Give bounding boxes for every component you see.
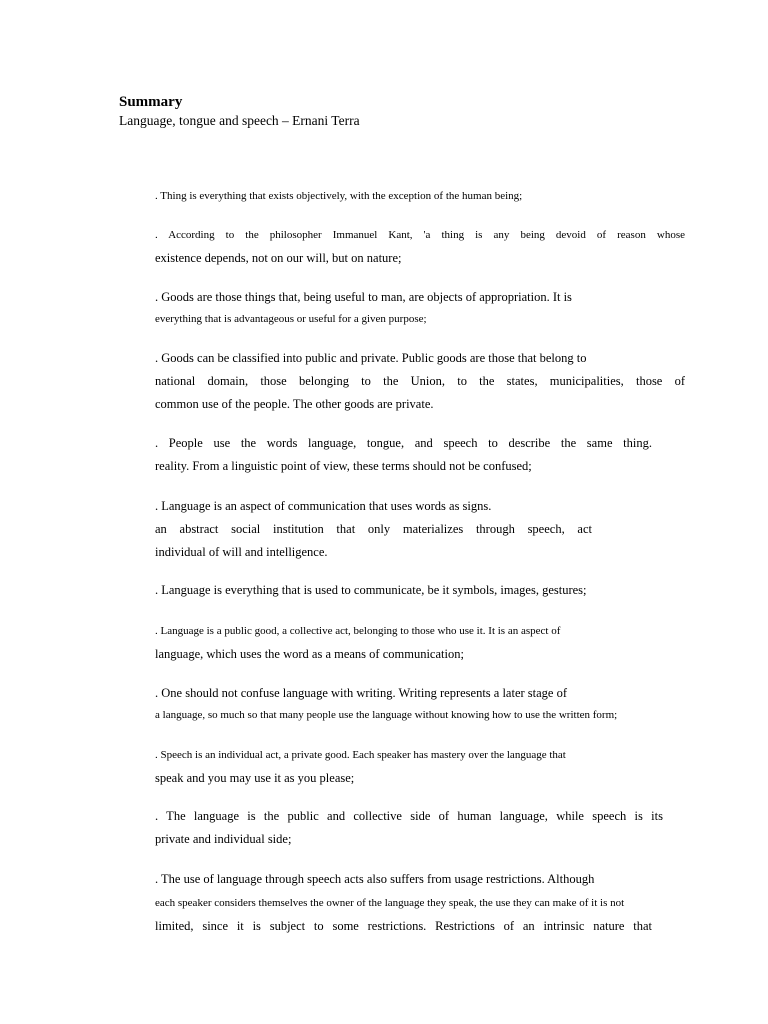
paragraph-line: national domain, those belonging to the Union, to the states, municipalities, those of — [155, 374, 685, 388]
paragraph-11 — [155, 805, 685, 851]
paragraph-6 — [155, 495, 685, 564]
paragraph-line: language, which uses the word as a means of communication; — [155, 647, 464, 661]
paragraph-line: a language, so much so that many people use the language without knowing how to use the written form; — [155, 709, 618, 721]
paragraph-9 — [155, 682, 685, 725]
paragraph-line: private and individual side; — [155, 832, 292, 846]
paragraph-line: . Goods are those things that, being useful to man, are objects of appropriation. It is — [155, 290, 572, 304]
paragraph-3 — [155, 286, 685, 329]
paragraph-line: . According to the philosopher Immanuel Kant, 'a thing is any being devoid of reason whose — [155, 229, 685, 241]
paragraph-line: . People use the words language, tongue, and speech to describe the same thing. — [155, 436, 652, 450]
paragraph-line: . Thing is everything that exists objectively, with the exception of the human being; — [155, 190, 523, 202]
paragraph-line: . Language is a public good, a collective act, belonging to those who use it. It is an aspect of — [155, 625, 561, 637]
paragraph-line: everything that is advantageous or useful for a given purpose; — [155, 313, 427, 325]
paragraph-1 — [155, 185, 685, 208]
paragraph-line: . Language is an aspect of communication that uses words as signs. — [155, 499, 492, 513]
paragraph-7 — [155, 579, 685, 602]
paragraph-line: . The language is the public and collective side of human language, while speech is its — [155, 809, 663, 823]
paragraph-line: each speaker considers themselves the owner of the language they speak, the use they can make of it is not — [155, 897, 625, 909]
paragraph-line: . Language is everything that is used to communicate, be it symbols, images, gestures; — [155, 583, 587, 597]
paragraph-8 — [155, 620, 685, 666]
paragraph-line: . Speech is an individual act, a private good. Each speaker has mastery over the language that — [155, 749, 566, 761]
paragraph-line: . Goods can be classified into public and private. Public goods are those that belong to — [155, 351, 587, 365]
paragraph-line: common use of the people. The other goods are private. — [155, 397, 434, 411]
paragraph-line: an abstract social institution that only materializes through speech, act — [155, 522, 592, 536]
paragraph-10 — [155, 744, 685, 790]
paragraph-line: speak and you may use it as you please; — [155, 771, 355, 785]
paragraph-line: reality. From a linguistic point of view, these terms should not be confused; — [155, 459, 532, 473]
paragraph-12 — [155, 868, 685, 938]
paragraph-5 — [155, 432, 685, 478]
paragraph-line: existence depends, not on our will, but on nature; — [155, 251, 402, 265]
paragraph-4 — [155, 347, 685, 416]
document-title: Summary — [119, 94, 183, 110]
paragraph-line: . The use of language through speech acts also suffers from usage restrictions. Although — [155, 872, 595, 886]
paragraph-2 — [155, 224, 685, 270]
paragraph-line: . One should not confuse language with writing. Writing represents a later stage of — [155, 686, 568, 700]
paragraph-line: limited, since it is subject to some restrictions. Restrictions of an intrinsic nature that — [155, 919, 652, 933]
document-subtitle: Language, tongue and speech – Ernani Terra — [119, 113, 360, 128]
paragraph-line: individual of will and intelligence. — [155, 545, 328, 559]
